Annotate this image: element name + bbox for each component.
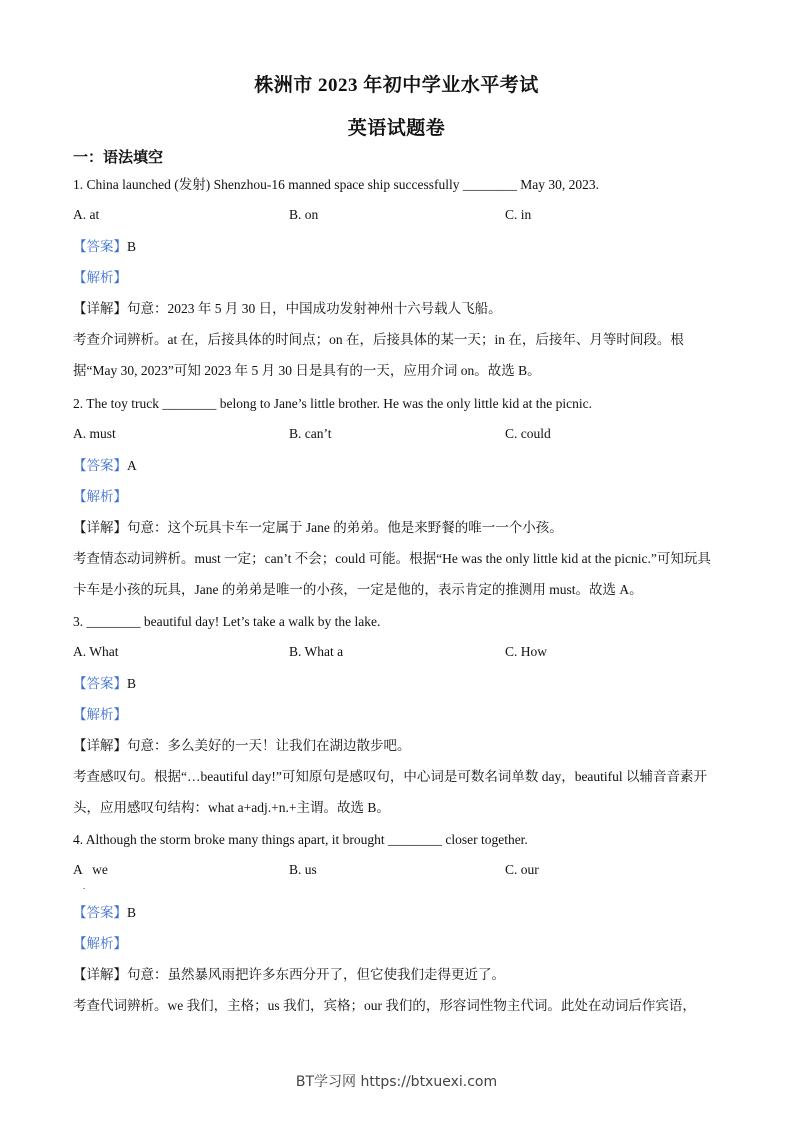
q1-option-b: B. on [289,207,319,222]
q4-option-b: B. us [289,862,317,877]
q2-explanation: 考查情态动词辨析。must 一定；can’t 不会；could 可能。根据“He was the only little kid at the picnic.”可知玩具卡车是小孩的玩具，Jane 的弟弟是唯一的小孩，一定是他的，表示肯定的推测用 must。故选 A。 [73,551,711,597]
q2-option-b: B. can’t [289,426,332,441]
q2-answer [73,457,137,475]
analysis-tag: 【解析】 [73,936,127,951]
answer-tag: 【答案】 [73,458,127,473]
answer-value: B [127,676,137,691]
q2-analysis [73,488,127,506]
detail-tag: 【详解】 [73,520,127,535]
q3-option-b: B. What a [289,644,344,659]
q1-analysis [73,269,127,287]
detail-tag: 【详解】 [73,301,127,316]
analysis-tag: 【解析】 [73,707,127,722]
q2-option-c: C. could [505,426,551,441]
exam-title: 株洲市 2023 年初中学业水平考试 [254,75,539,96]
q1-stem: 1. China launched (发射) Shenzhou-16 manned space ship successfully ________ May 30, 2023. [73,177,600,192]
q1-detail [73,300,502,318]
detail-text: 句意：虽然暴风雨把许多东西分开了，但它使我们走得更近了。 [127,967,505,982]
footer-watermark: BT学习网 https://btxuexi.com [295,1074,498,1090]
detail-tag: 【详解】 [73,738,127,753]
q3-option-c: C. How [505,644,548,659]
section-heading: 一：语法填空 [73,150,164,166]
q1-option-a: A. at [73,207,100,222]
analysis-tag: 【解析】 [73,270,127,285]
q3-option-a: A. What [73,644,119,659]
q1-explanation: 考查介词辨析。at 在，后接具体的时间点；on 在，后接具体的某一天；in 在，后接年、月等时间段。根据“May 30, 2023”可知 2023 年 5 月 30 日是具有的一天，应用介词 on。故选 B。 [73,332,684,378]
q4-explanation: 考查代词辨析。we 我们，主格；us 我们，宾格；our 我们的，形容词性物主代词。此处在动词后作宾语， [73,998,696,1013]
q4-stem: 4. Although the storm broke many things apart, it brought ________ closer together. [73,832,528,847]
q3-analysis [73,706,127,724]
detail-tag: 【详解】 [73,967,127,982]
q4-analysis [73,935,127,953]
answer-value: B [127,905,137,920]
exam-subtitle: 英语试题卷 [347,118,446,139]
q4-answer [73,904,136,922]
answer-tag: 【答案】 [73,905,127,920]
stray-dot: . [83,881,86,891]
q2-stem: 2. The toy truck ________ belong to Jane’s little brother. He was the only little kid at the picnic. [73,396,593,411]
q3-answer [73,675,136,693]
q4-option-a: A we [73,862,108,877]
q1-option-c: C. in [505,207,532,222]
detail-text: 句意：这个玩具卡车一定属于 Jane 的弟弟。他是来野餐的唯一一个小孩。 [127,520,563,535]
analysis-tag: 【解析】 [73,489,127,504]
answer-value: B [127,239,137,254]
detail-text: 句意：2023 年 5 月 30 日，中国成功发射神州十六号载人飞船。 [127,301,502,316]
q3-detail [73,737,411,755]
detail-text: 句意：多么美好的一天！让我们在湖边散步吧。 [127,738,411,753]
q3-stem: 3. ________ beautiful day! Let’s take a walk by the lake. [73,614,381,629]
q2-detail [73,519,563,537]
answer-tag: 【答案】 [73,676,127,691]
q3-explanation: 考查感叹句。根据“…beautiful day!”可知原句是感叹句，中心词是可数名词单数 day，beautiful 以辅音音素开头，应用感叹句结构：what a+adj.+n.+主谓。故选 B。 [73,769,708,815]
answer-value: A [127,458,137,473]
q2-option-a: A. must [73,426,116,441]
q1-answer [73,238,136,256]
q4-option-c: C. our [505,862,539,877]
answer-tag: 【答案】 [73,239,127,254]
q4-detail [73,966,505,984]
